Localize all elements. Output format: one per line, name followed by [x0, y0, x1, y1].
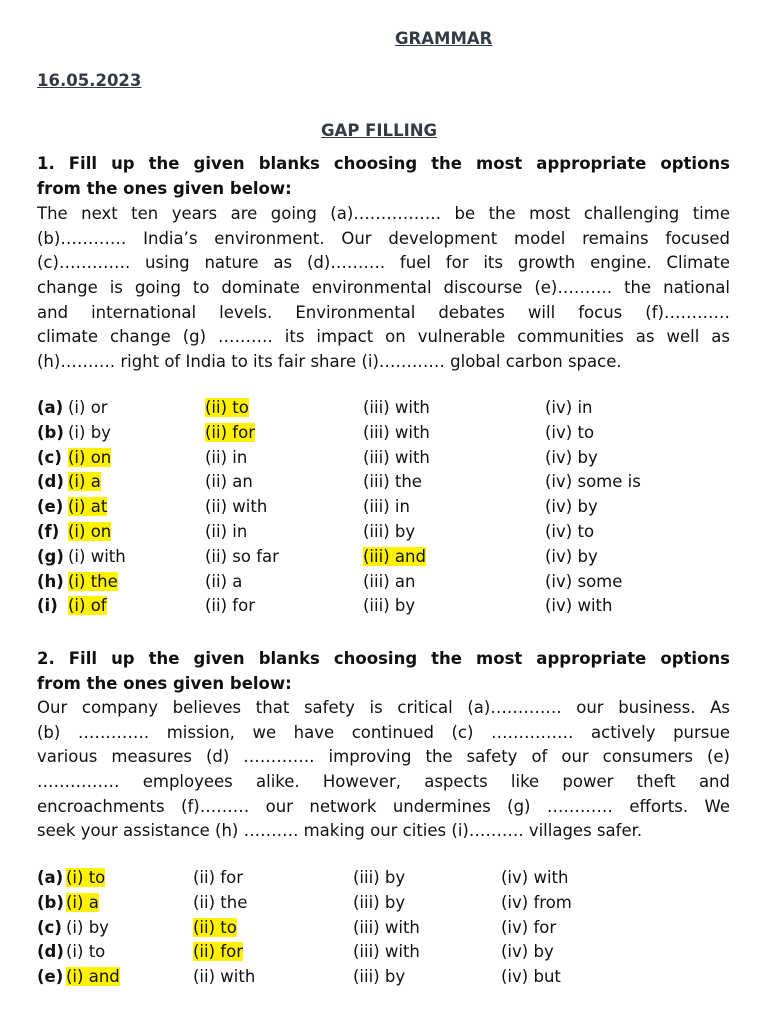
option-row — [0, 572, 768, 596]
option-choice: (iii) by — [353, 967, 406, 987]
option-answer: (iii) and — [363, 546, 426, 566]
option-row-label: (a) — [37, 868, 64, 887]
option-row-label: (b) — [37, 892, 64, 912]
option-row-label: (b) — [37, 422, 64, 442]
option-row-label: (d) — [37, 472, 64, 492]
option-choice: (iii) with — [363, 447, 430, 467]
q1-passage-line: (b)………… India’s environment. Our development model remains focused — [37, 228, 730, 248]
option-choice: (iv) some — [545, 571, 623, 591]
option-choice: (ii) for — [193, 868, 243, 887]
option-answer: (i) a — [68, 472, 101, 492]
q2-passage-line: seek your assistance (h) ………. making our cities (i)………. villages safer. — [37, 821, 643, 841]
q2-passage-line: encroachments (f)……… our network undermines (g) ………… efforts. We — [37, 796, 730, 816]
option-choice: (iv) with — [501, 868, 569, 887]
option-row-label: (h) — [37, 571, 64, 591]
date: 16.05.2023 — [37, 71, 142, 90]
option-row — [0, 893, 768, 917]
option-answer: (i) on — [68, 522, 112, 541]
option-row-label: (d) — [37, 942, 64, 962]
option-answer: (i) of — [68, 596, 107, 616]
option-choice: (ii) in — [205, 447, 248, 467]
option-answer: (ii) for — [205, 422, 255, 442]
option-choice: (ii) the — [193, 892, 248, 912]
option-answer: (i) the — [68, 571, 118, 591]
option-choice: (iv) by — [545, 497, 598, 517]
option-choice: (iv) to — [545, 522, 595, 541]
option-answer: (i) a — [66, 892, 99, 912]
q1-passage — [37, 202, 730, 375]
q2-passage-line: Our company believes that safety is critical (a)…………. our business. As — [37, 698, 730, 717]
option-choice: (ii) an — [205, 472, 253, 492]
option-choice: (iii) with — [363, 398, 430, 417]
option-row-label: (c) — [37, 447, 62, 467]
q1-passage-line: change is going to dominate environmental discourse (e)………. the national — [37, 278, 730, 298]
option-choice: (iii) an — [363, 571, 416, 591]
option-row — [0, 522, 768, 546]
option-row-label: (i) — [37, 596, 58, 616]
option-choice: (i) to — [66, 942, 106, 962]
option-choice: (iv) by — [545, 447, 598, 467]
option-row-label: (g) — [37, 546, 64, 566]
option-choice: (i) or — [68, 398, 108, 417]
option-answer: (i) to — [66, 868, 106, 887]
option-choice: (iv) from — [501, 892, 572, 912]
option-choice: (ii) in — [205, 522, 248, 541]
option-choice: (iv) to — [545, 422, 595, 442]
option-answer: (ii) to — [205, 398, 249, 417]
option-choice: (iv) by — [501, 942, 554, 962]
q1-instruction — [37, 152, 730, 201]
q1-passage-line: climate change (g) ………. its impact on vulnerable communities as well as — [37, 327, 730, 347]
q2-passage-line: …………… employees alike. However, aspects like power theft and — [37, 772, 730, 792]
option-answer: (ii) for — [193, 942, 243, 962]
option-answer: (ii) to — [193, 917, 237, 937]
option-choice: (iv) by — [545, 546, 598, 566]
option-row — [0, 472, 768, 496]
option-choice: (ii) with — [205, 497, 268, 517]
option-row — [0, 547, 768, 571]
q1-passage-line: (c)…………. using nature as (d)………. fuel for its growth engine. Climate — [37, 253, 730, 273]
q2-passage — [37, 696, 730, 844]
option-choice: (iv) in — [545, 398, 593, 417]
q1-passage-line: The next ten years are going (a)……………. be the most challenging time — [37, 204, 730, 223]
option-row — [0, 918, 768, 942]
option-row — [0, 942, 768, 966]
q2-instruction-line: from the ones given below: — [37, 673, 292, 693]
option-choice: (iv) with — [545, 596, 613, 616]
option-choice: (i) by — [66, 917, 109, 937]
option-choice: (iii) by — [353, 868, 406, 887]
q2-passage-line: various measures (d) …………. improving the safety of our consumers (e) — [37, 747, 730, 767]
option-row — [0, 398, 768, 422]
option-choice: (ii) with — [193, 967, 256, 987]
option-row — [0, 423, 768, 447]
option-choice: (iv) for — [501, 917, 557, 937]
option-choice: (iii) with — [353, 917, 420, 937]
option-row — [0, 448, 768, 472]
option-row-label: (e) — [37, 497, 64, 517]
q1-passage-line: and international levels. Environmental debates will focus (f)………… — [37, 302, 730, 322]
option-choice: (i) with — [68, 546, 126, 566]
q1-passage-line: (h)………. right of India to its fair share (i)………… global carbon space. — [37, 352, 622, 372]
option-row-label: (c) — [37, 917, 62, 937]
option-choice: (ii) for — [205, 596, 255, 616]
section-heading: GAP FILLING — [321, 121, 438, 140]
option-choice: (ii) a — [205, 571, 243, 591]
option-row-label: (f) — [37, 522, 60, 541]
option-choice: (ii) so far — [205, 546, 279, 566]
option-answer: (i) at — [68, 497, 108, 517]
option-choice: (iv) but — [501, 967, 561, 987]
option-row-label: (a) — [37, 398, 64, 417]
q2-instruction-line: 2. Fill up the given blanks choosing the most appropriate options — [37, 649, 730, 668]
option-row-label: (e) — [37, 967, 64, 987]
option-choice: (iv) some is — [545, 472, 641, 492]
option-row — [0, 967, 768, 991]
option-choice: (iii) with — [363, 422, 430, 442]
option-choice: (iii) by — [363, 596, 416, 616]
page-title: GRAMMAR — [395, 29, 493, 48]
option-choice: (iii) the — [363, 472, 422, 492]
q2-instruction — [37, 647, 730, 696]
q2-passage-line: (b) …………. mission, we have continued (c) …………… actively pursue — [37, 722, 730, 742]
option-row — [0, 868, 768, 892]
q1-instruction-line: from the ones given below: — [37, 178, 292, 198]
q1-instruction-line: 1. Fill up the given blanks choosing the most appropriate options — [37, 154, 730, 173]
option-choice: (i) by — [68, 422, 111, 442]
option-row — [0, 497, 768, 521]
option-row — [0, 596, 768, 620]
option-choice: (iii) by — [353, 892, 406, 912]
option-answer: (i) on — [68, 447, 112, 467]
option-answer: (i) and — [66, 967, 120, 987]
option-choice: (iii) with — [353, 942, 420, 962]
option-choice: (iii) by — [363, 522, 416, 541]
option-choice: (iii) in — [363, 497, 410, 517]
